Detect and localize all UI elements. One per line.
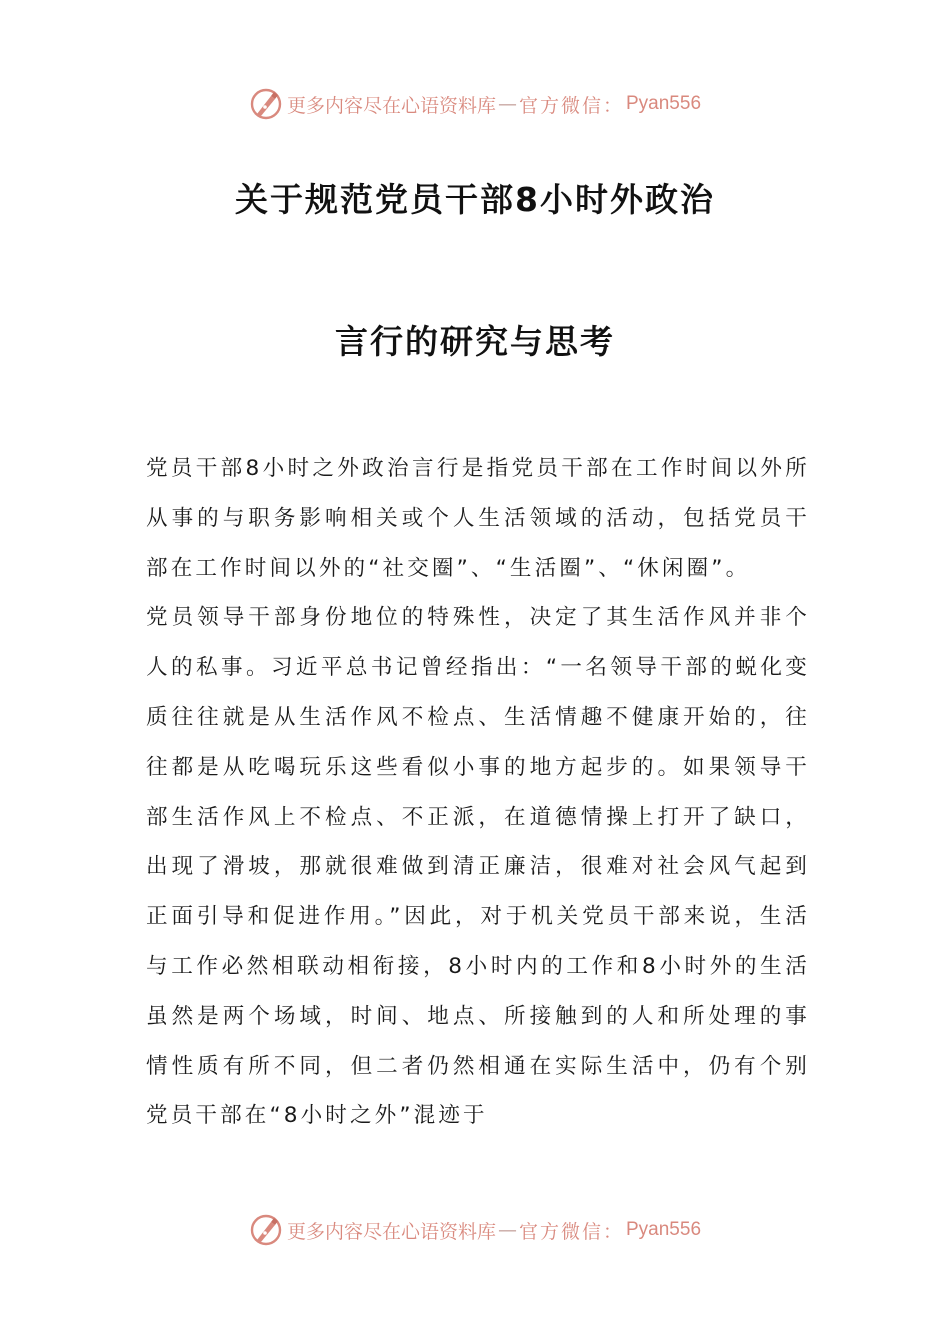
watermark-separator: —	[497, 93, 517, 115]
body-paragraph: 党员领导干部身份地位的特殊性，决定了其生活作风并非个人的私事。习近平总书记曾经指出：“一名领导干部的蜕化变质往往就是从生活作风不检点、生活情趣不健康开始的，往往都是从吃喝玩乐这些看似小事的地方起步的。如果领导干部生活作风上不检点、不正派，在道德情操上打开了缺口，出现了滑坡，那就很难做到清正廉洁，很难对社会风气起到正面引导和促进作用。”因此，对于机关党员干部来说，生活与工作必然相联动相衔接，8小时内的工作和8小时外的生活虽然是两个场域，时间、地点、所接触到的人和所处理的事情性质有所不同，但二者仍然相通在实际生活中，仍有个别党员干部在“8小时之外”混迹于	[146, 605, 810, 1129]
watermark-wechat-id: Pyan556	[626, 93, 702, 114]
pen-nib-logo-icon	[249, 87, 283, 121]
header-watermark	[0, 84, 950, 124]
document-body	[146, 444, 810, 1141]
body-paragraph: 党员干部8小时之外政治言行是指党员干部在工作时间以外所从事的与职务影响相关或个人生活领域的活动，包括党员干部在工作时间以外的“社交圈”、“生活圈”、“休闲圈”。	[146, 456, 810, 581]
footer-watermark	[0, 1210, 950, 1250]
watermark-text: 更多内容尽在心语资料库	[286, 1220, 496, 1243]
watermark-text: 更多内容尽在心语资料库	[286, 94, 496, 117]
document-title-line-1: 关于规范党员干部8小时外政治	[235, 180, 715, 219]
pen-nib-logo-icon	[249, 1213, 283, 1247]
watermark-wechat-id: Pyan556	[626, 1219, 702, 1240]
watermark-label: 官方微信：	[518, 94, 624, 117]
watermark-label: 官方微信：	[518, 1220, 624, 1243]
watermark-separator: —	[497, 1219, 517, 1241]
document-title-line-2: 言行的研究与思考	[335, 322, 615, 361]
